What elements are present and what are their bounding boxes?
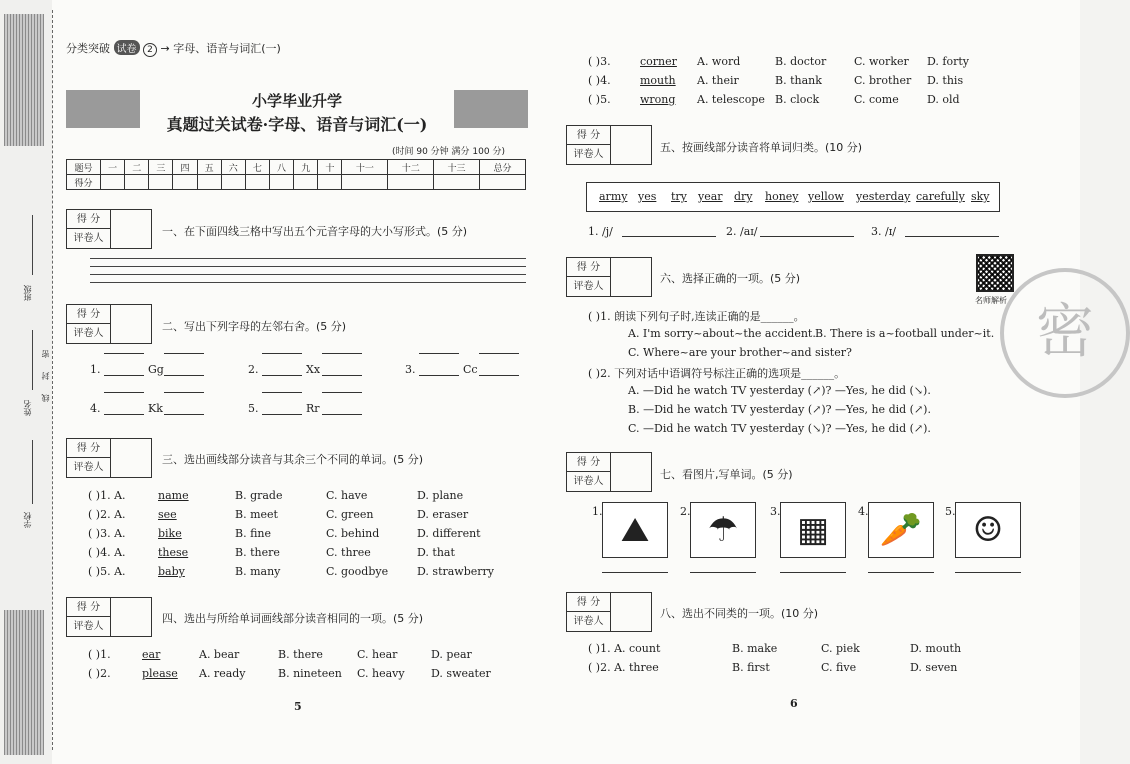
score-table-header-cell: 一 (101, 160, 125, 175)
answer-blank[interactable] (164, 414, 204, 415)
header-series: 分类突破 (66, 42, 110, 55)
grader-label: 评卷人 (67, 458, 111, 478)
sec4-option-c: C. brother (854, 74, 912, 87)
score-table-cell[interactable] (434, 175, 480, 190)
header-arrow: → (160, 42, 170, 55)
picture-number: 1. (592, 505, 603, 518)
sec3-question-number: ( )4. A. (88, 546, 126, 559)
four-line-guide (104, 353, 144, 354)
sec3-question-number: ( )3. A. (88, 527, 126, 540)
four-line-guide (322, 353, 362, 354)
score-table-header-cell: 八 (269, 160, 293, 175)
score-box (566, 125, 652, 165)
page-6 (540, 0, 1094, 764)
window-icon: ▦ (796, 510, 830, 550)
answer-blank[interactable] (760, 236, 854, 237)
score-label: 得 分 (67, 210, 111, 229)
sec3-option-d: D. eraser (417, 508, 469, 521)
score-label: 得 分 (567, 453, 611, 472)
sec4-option-b: B. doctor (775, 55, 827, 68)
sec3-question-number: ( )1. A. (88, 489, 126, 502)
carrot-picture (868, 502, 934, 558)
score-table-cell[interactable] (294, 175, 318, 190)
score-table-row-label: 得分 (67, 175, 101, 190)
four-line-2 (90, 266, 526, 267)
answer-blank[interactable] (262, 414, 302, 415)
grader-label: 评卷人 (567, 612, 611, 632)
binding-strip-bottom (4, 610, 44, 755)
section3-title: 三、选出画线部分读音与其余三个不同的单词。(5 分) (162, 453, 424, 466)
sec4-option-b: B. there (278, 648, 323, 661)
exam-info: (时间 90 分钟 满分 100 分) (392, 147, 505, 157)
four-line-4 (90, 282, 526, 283)
answer-blank[interactable] (322, 375, 362, 376)
sec3-question-number: ( )5. A. (88, 565, 126, 578)
title-line1: 小学毕业升学 (251, 92, 342, 110)
sec4-given-word: ear (142, 648, 161, 661)
score-table-cell[interactable] (101, 175, 125, 190)
sec4-option-a: A. telescope (697, 93, 765, 106)
seal-text-1: 密 (41, 350, 50, 358)
sec6-q2c: C. —Did he watch TV yesterday (↘)? —Yes, he did (↗). (628, 422, 931, 435)
word-item: yellow (808, 190, 844, 203)
score-label: 得 分 (567, 258, 611, 277)
sec2-item-number: 4. (90, 402, 101, 415)
grader-label: 评卷人 (567, 145, 611, 165)
word-item: army (599, 190, 628, 203)
gutter-label-class: 班级 (23, 285, 32, 301)
four-line-guide (479, 353, 519, 354)
sec4-question-number: ( )4. (588, 74, 611, 87)
score-label: 得 分 (67, 439, 111, 458)
picture-number: 4. (858, 505, 869, 518)
score-table-row (67, 175, 526, 190)
score-table-header-cell: 六 (221, 160, 245, 175)
sec6-q2a: A. —Did he watch TV yesterday (↗)? —Yes, he did (↘). (628, 384, 931, 397)
score-table-header-cell: 三 (149, 160, 173, 175)
word-item: dry (734, 190, 753, 203)
grader-label: 评卷人 (67, 617, 111, 637)
score-table-cell[interactable] (342, 175, 388, 190)
sec4-given-word: mouth (640, 74, 676, 87)
sec8-option-c: C. piek (821, 642, 860, 655)
sec3-option-d: D. that (417, 546, 455, 559)
score-box (566, 257, 652, 297)
sec3-option-d: D. different (417, 527, 481, 540)
section6-title: 六、选择正确的一项。(5 分) (660, 272, 801, 285)
sec6-q1c: C. Where~are your brother~and sister? (628, 346, 852, 359)
sec4-option-a: A. their (697, 74, 739, 87)
sec8-option-d: D. mouth (910, 642, 962, 655)
grader-label: 评卷人 (67, 324, 111, 344)
picture-number: 2. (680, 505, 691, 518)
picture-number: 5. (945, 505, 956, 518)
sec4-option-d: D. sweater (431, 667, 491, 680)
sec6-q2b: B. —Did he watch TV yesterday (↗)? —Yes, he did (↗). (628, 403, 931, 416)
four-line-guide (164, 353, 204, 354)
sec3-option-d: D. plane (417, 489, 464, 502)
answer-blank[interactable] (262, 375, 302, 376)
word-item: honey (765, 190, 799, 203)
score-table-header (67, 160, 526, 175)
answer-blank[interactable] (322, 414, 362, 415)
answer-blank[interactable] (868, 572, 934, 573)
score-table-header-cell: 十一 (342, 160, 388, 175)
score-box (66, 438, 152, 478)
sec3-option-b: B. many (235, 565, 281, 578)
seal-text-3: 线 (41, 394, 50, 402)
sec2-item-number: 2. (248, 363, 259, 376)
section4-title: 四、选出与所给单词画线部分读音相同的一项。(5 分) (162, 612, 424, 625)
sec2-letter: Gg (148, 363, 164, 376)
score-table-header-cell: 十二 (388, 160, 434, 175)
answer-blank[interactable] (479, 375, 519, 376)
score-table-header-cell: 十 (318, 160, 342, 175)
sec3-option-c: C. green (326, 508, 374, 521)
window-picture (780, 502, 846, 558)
sec4-question-number: ( )2. (88, 667, 111, 680)
landscape-picture (602, 502, 668, 558)
page-number: 6 (790, 697, 798, 710)
section8-title: 八、选出不同类的一项。(10 分) (660, 607, 819, 620)
sec4-option-a: A. bear (199, 648, 240, 661)
sec3-option-c: C. have (326, 489, 368, 502)
sec3-option-c: C. three (326, 546, 371, 559)
four-line-guide (262, 392, 302, 393)
sec8-option-d: D. seven (910, 661, 958, 674)
sec3-option-b: B. there (235, 546, 280, 559)
four-line-guide (419, 353, 459, 354)
score-table-header-cell: 十三 (434, 160, 480, 175)
picture-number: 3. (770, 505, 781, 518)
four-line-guide (164, 392, 204, 393)
category-label: 2. /aɪ/ (726, 225, 758, 238)
sec4-given-word: wrong (640, 93, 676, 106)
score-label: 得 分 (567, 126, 611, 145)
header-badge: 试卷 (114, 40, 140, 55)
score-label: 得 分 (67, 305, 111, 324)
sec4-question-number: ( )1. (88, 648, 111, 661)
score-table-header-cell: 四 (173, 160, 197, 175)
sec2-letter: Xx (306, 363, 321, 376)
sec4-option-b: B. clock (775, 93, 820, 106)
score-table-cell[interactable] (318, 175, 342, 190)
word-item: sky (971, 190, 990, 203)
sec2-item-number: 3. (405, 363, 416, 376)
four-line-3 (90, 274, 526, 275)
page-title: 真题过关试卷·字母、语音与词汇(一) (166, 115, 428, 134)
sec6-q1a: A. I'm sorry~about~the accident. (628, 327, 816, 340)
sec4-given-word: corner (640, 55, 677, 68)
sec8-option-c: C. five (821, 661, 857, 674)
score-table-header-cell: 五 (197, 160, 221, 175)
boy-picture (955, 502, 1021, 558)
umbrella-icon: ☂ (707, 510, 739, 550)
sec4-option-b: B. thank (775, 74, 822, 87)
four-line-1 (90, 258, 526, 259)
gutter-line (32, 215, 33, 275)
score-table-cell[interactable] (197, 175, 221, 190)
score-table-cell[interactable] (125, 175, 149, 190)
section7-title: 七、看图片,写单词。(5 分) (660, 468, 793, 481)
sec4-option-c: C. come (854, 93, 899, 106)
four-line-guide (262, 353, 302, 354)
sec3-option-d: D. strawberry (417, 565, 494, 578)
sec4-option-d: D. old (927, 93, 960, 106)
grader-label: 评卷人 (567, 472, 611, 492)
score-table-cell[interactable] (245, 175, 269, 190)
word-item: year (698, 190, 723, 203)
sec3-option-b: B. meet (235, 508, 278, 521)
page-number: 5 (294, 700, 302, 713)
four-line-guide (104, 392, 144, 393)
sec4-question-number: ( )5. (588, 93, 611, 106)
sec2-item-number: 1. (90, 363, 101, 376)
score-table-header-cell: 七 (245, 160, 269, 175)
answer-blank[interactable] (905, 236, 999, 237)
answer-blank[interactable] (419, 375, 459, 376)
answer-blank[interactable] (622, 236, 716, 237)
category-label: 3. /ɪ/ (871, 225, 896, 238)
score-table-cell[interactable] (388, 175, 434, 190)
gutter-line (32, 440, 33, 504)
score-table-header-cell: 九 (294, 160, 318, 175)
sec3-option-b: B. grade (235, 489, 283, 502)
score-table-header-cell: 题号 (67, 160, 101, 175)
sec8-option-b: B. make (732, 642, 778, 655)
answer-blank[interactable] (104, 414, 144, 415)
seal-stamp: 密 (1000, 268, 1130, 398)
sec3-question-number: ( )2. A. (88, 508, 126, 521)
sec3-option-c: C. behind (326, 527, 380, 540)
word-item: try (671, 190, 687, 203)
sec4-option-a: A. ready (199, 667, 246, 680)
sec4-option-d: D. this (927, 74, 964, 87)
section1-title: 一、在下面四线三格中写出五个元音字母的大小写形式。(5 分) (162, 225, 468, 238)
answer-blank[interactable] (690, 572, 756, 573)
sec4-option-a: A. word (697, 55, 741, 68)
sec3-option-b: B. fine (235, 527, 272, 540)
score-box (66, 209, 152, 249)
sec6-q2: ( )2. 下列对话中语调符号标注正确的选项是______。 (588, 367, 846, 380)
landscape-icon: ⛰ (620, 510, 650, 550)
sec8-option-b: B. first (732, 661, 770, 674)
section2-title: 二、写出下列字母的左邻右舍。(5 分) (162, 320, 347, 333)
boy-icon: ☺ (972, 510, 1004, 550)
sec3-option-a: these (158, 546, 189, 559)
answer-blank[interactable] (780, 572, 846, 573)
seal-text-2: 封 (41, 372, 50, 380)
sec4-option-c: C. hear (357, 648, 398, 661)
answer-blank[interactable] (104, 375, 144, 376)
qr-code-icon[interactable] (976, 254, 1014, 292)
gutter-label-name: 姓名 (23, 400, 32, 416)
sec4-option-d: D. forty (927, 55, 970, 68)
header (66, 40, 281, 57)
header-subject: 字母、语音与词汇(一) (173, 42, 281, 55)
sec2-item-number: 5. (248, 402, 259, 415)
score-table-cell[interactable] (149, 175, 173, 190)
score-label: 得 分 (567, 593, 611, 612)
sec4-option-d: D. pear (431, 648, 472, 661)
sec8-question: ( )1. A. count (588, 642, 661, 655)
four-line-guide (322, 392, 362, 393)
grader-label: 评卷人 (67, 229, 111, 249)
grader-label: 评卷人 (567, 277, 611, 297)
sec4-question-number: ( )3. (588, 55, 611, 68)
carrot-icon: 🥕 (879, 510, 923, 550)
sec4-option-c: C. worker (854, 55, 909, 68)
sec2-letter: Rr (306, 402, 320, 415)
score-table (66, 159, 526, 190)
sec3-option-a: bike (158, 527, 182, 540)
score-table-cell[interactable] (269, 175, 293, 190)
sec6-q1: ( )1. 朗读下列句子时,连读正确的是______。 (588, 310, 805, 323)
umbrella-picture (690, 502, 756, 558)
score-label: 得 分 (67, 598, 111, 617)
sec2-letter: Kk (148, 402, 163, 415)
answer-blank[interactable] (602, 572, 668, 573)
score-box (566, 452, 652, 492)
header-badge-num: 2 (143, 43, 157, 57)
word-item: carefully (916, 190, 965, 203)
score-box (566, 592, 652, 632)
score-table-cell[interactable] (479, 175, 525, 190)
sec4-given-word: please (142, 667, 178, 680)
sec4-option-b: B. nineteen (278, 667, 342, 680)
sec3-option-a: see (158, 508, 177, 521)
gutter-label-school: 学校 (23, 512, 32, 528)
sec8-question: ( )2. A. three (588, 661, 659, 674)
section5-title: 五、按画线部分读音将单词归类。(10 分) (660, 141, 863, 154)
word-item: yesterday (856, 190, 911, 203)
sec2-letter: Cc (463, 363, 478, 376)
score-table-cell[interactable] (221, 175, 245, 190)
gutter-line (32, 330, 33, 390)
qr-label: 名师解析 (975, 296, 1007, 305)
page-5 (0, 0, 540, 764)
category-label: 1. /j/ (588, 225, 613, 238)
answer-blank[interactable] (955, 572, 1021, 573)
sec4-option-c: C. heavy (357, 667, 405, 680)
sec6-q1b: B. There is a~football under~it. (815, 327, 995, 340)
sec3-option-a: name (158, 489, 189, 502)
sec3-option-a: baby (158, 565, 185, 578)
score-table-cell[interactable] (173, 175, 197, 190)
sec3-option-c: C. goodbye (326, 565, 389, 578)
answer-blank[interactable] (164, 375, 204, 376)
score-table-header-cell: 总分 (479, 160, 525, 175)
score-box (66, 597, 152, 637)
score-table-header-cell: 二 (125, 160, 149, 175)
score-box (66, 304, 152, 344)
word-item: yes (638, 190, 657, 203)
